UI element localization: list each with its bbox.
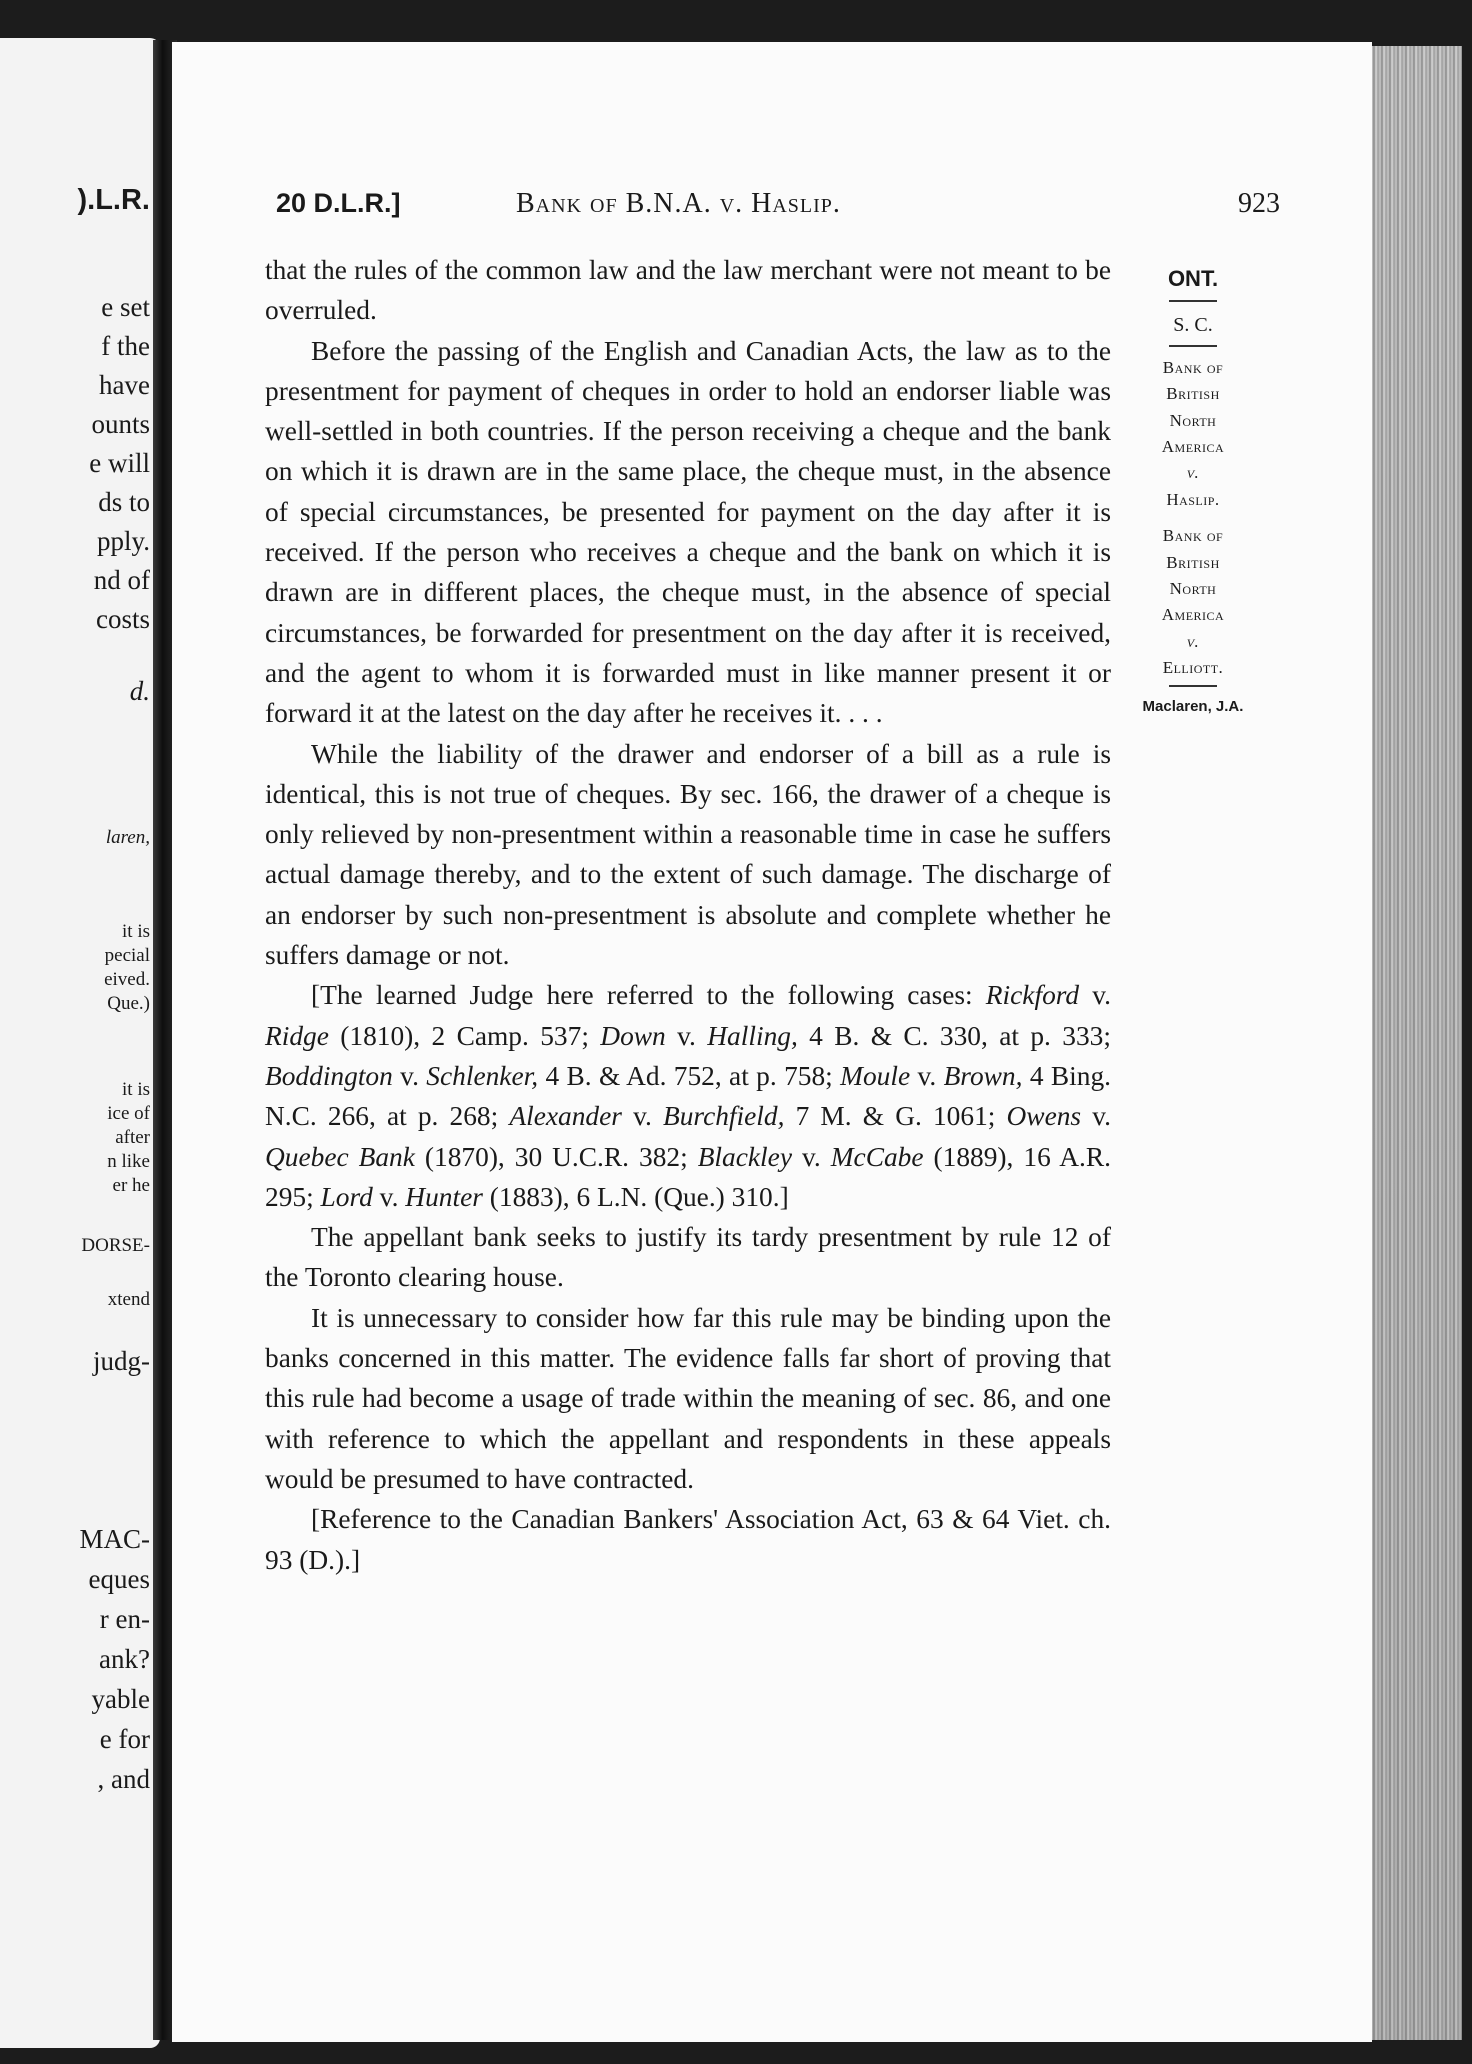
province: ONT. — [1167, 266, 1219, 291]
case-citation: Blackley — [697, 1141, 792, 1172]
rule-divider — [1169, 345, 1217, 347]
left-fragment: laren, — [105, 827, 150, 848]
left-fragment: eques — [88, 1564, 150, 1594]
left-fragment: have — [99, 370, 150, 400]
case-citation: Quebec Bank — [265, 1141, 415, 1172]
left-fragment: MAC- — [79, 1524, 150, 1554]
running-head — [276, 188, 1280, 228]
case-name-1: Bank of British North America v. Haslip. — [1161, 358, 1225, 509]
left-fragment: it is — [122, 1079, 150, 1100]
case-citation: Burchfield, — [663, 1101, 785, 1132]
left-fragment: Que.) — [107, 993, 150, 1014]
left-fragment: eived. — [104, 969, 150, 990]
left-fragment: nd of — [93, 565, 150, 595]
left-fragment: ounts — [91, 409, 150, 439]
case-citation: Ridge — [265, 1020, 329, 1051]
paragraph: While the liability of the drawer and endorser of a bill as a rule is identical, this is not true of cheques. By sec. 166, the drawer of a cheque is only relieved by non-presentment within a reasonable time in case he suffers actual damage thereby, and to the extent of such damage. The discharge of an endorser by such non-presentment is absolute and complete whether he suffers damage or not. — [265, 738, 1111, 971]
left-fragment: it is — [122, 921, 150, 942]
case-citation: Halling, — [707, 1020, 798, 1051]
body-text — [265, 250, 1111, 1580]
left-fragment: n like — [107, 1151, 150, 1172]
left-fragment: ank? — [99, 1644, 150, 1674]
paragraph: It is unnecessary to consider how far this rule may be binding upon the banks concerned in this matter. The evidence falls far short of proving that this rule had become a usage of trade within the meaning of sec. 86, and one with reference to which the appellant and respondents in these appeals would be presumed to have contracted. — [265, 1302, 1111, 1494]
case-citation: Alexander — [509, 1101, 622, 1132]
left-fragment: e set — [101, 292, 150, 322]
case-citation: Rickford — [985, 980, 1080, 1011]
left-fragment: xtend — [107, 1289, 150, 1310]
case-citation: Boddington — [265, 1060, 393, 1091]
paragraph: The appellant bank seeks to justify its tardy presentment by rule 12 of the Toronto clearing house. — [265, 1222, 1111, 1293]
left-fragment: DORSE- — [81, 1235, 150, 1256]
case-citation: Schlenker, — [426, 1060, 539, 1091]
judge-name: Maclaren, J.A. — [1142, 698, 1244, 716]
left-fragment: f the — [101, 331, 150, 361]
left-fragment: pply. — [97, 526, 150, 556]
case-citation: Down — [600, 1020, 666, 1051]
case-name-2: Bank of British North America v. Elliott. — [1161, 526, 1225, 677]
case-citation: Moule — [840, 1060, 911, 1091]
rule-divider — [1169, 685, 1217, 687]
left-fragment: after — [115, 1127, 150, 1148]
left-fragment: pecial — [104, 945, 150, 966]
left-fragment: judg- — [93, 1346, 150, 1376]
left-fragment: yable — [91, 1684, 150, 1714]
case-citation: Brown, — [943, 1060, 1023, 1091]
court: S. C. — [1173, 314, 1213, 337]
page-number: 923 — [1238, 188, 1280, 219]
left-fragment: e will — [89, 448, 150, 478]
previous-page-edge — [0, 38, 160, 2048]
left-fragment: ice of — [107, 1103, 150, 1124]
left-fragment: d. — [129, 676, 150, 706]
left-fragment: ds to — [98, 487, 150, 517]
margin-note — [1128, 262, 1258, 718]
case-citation: Lord — [320, 1181, 373, 1212]
case-citation: McCabe — [830, 1141, 924, 1172]
paragraph: that the rules of the common law and the law merchant were not meant to be overruled. — [265, 255, 1111, 326]
left-fragment: er he — [112, 1175, 150, 1196]
left-fragment: , and — [97, 1764, 150, 1794]
paragraph-case-list: [The learned Judge here referred to the following cases: Rickford v. Ridge (1810), 2 Camp. 537; Down v. Halling, 4 B. & C. 330, at p. 333; Boddington v. Schlenker, 4 B. & Ad. 752, at p. 758; Moule v. Brown, 4 Bing. N.C. 266, at p. 268; Alexander v. Burchfield, 7 M. & G. 1061; Owens v. Quebec Bank (1870), 30 U.C.R. 382; Blackley v. McCabe (1889), 16 A.R. 295; Lord v. Hunter (1883), 6 L.N. (Que.) 310.] — [265, 980, 1111, 1212]
volume-label: 20 D.L.R.] — [276, 188, 401, 218]
paragraph: Before the passing of the English and Canadian Acts, the law as to the presentment for payment of cheques in order to hold an endorser liable was well-settled in both countries. If the person receiving a cheque and the bank on which it is drawn are in the same place, the cheque must, in the absence of special circumstances, be presented for payment on the day after it is received. If the person who receives a cheque and the bank on which it is drawn are in different places, the cheque must, in the absence of special circumstances, be forwarded for presentment on the day after it is received, and the agent to whom it is forwarded must in like manner present it or forward it at the latest on the day after he receives it. . . . — [265, 335, 1111, 729]
case-title: Bank of B.N.A. v. Haslip. — [516, 188, 841, 219]
left-fragment: costs — [96, 604, 150, 634]
left-fragment: e for — [99, 1724, 150, 1754]
rule-divider — [1169, 300, 1217, 302]
left-fragment: ).L.R. — [77, 184, 150, 216]
case-citation: Owens — [1006, 1101, 1082, 1132]
case-citation: Hunter — [405, 1181, 483, 1212]
paragraph: [Reference to the Canadian Bankers' Association Act, 63 & 64 Viet. ch. 93 (D.).] — [265, 1504, 1111, 1575]
left-fragment: r en- — [99, 1604, 150, 1634]
